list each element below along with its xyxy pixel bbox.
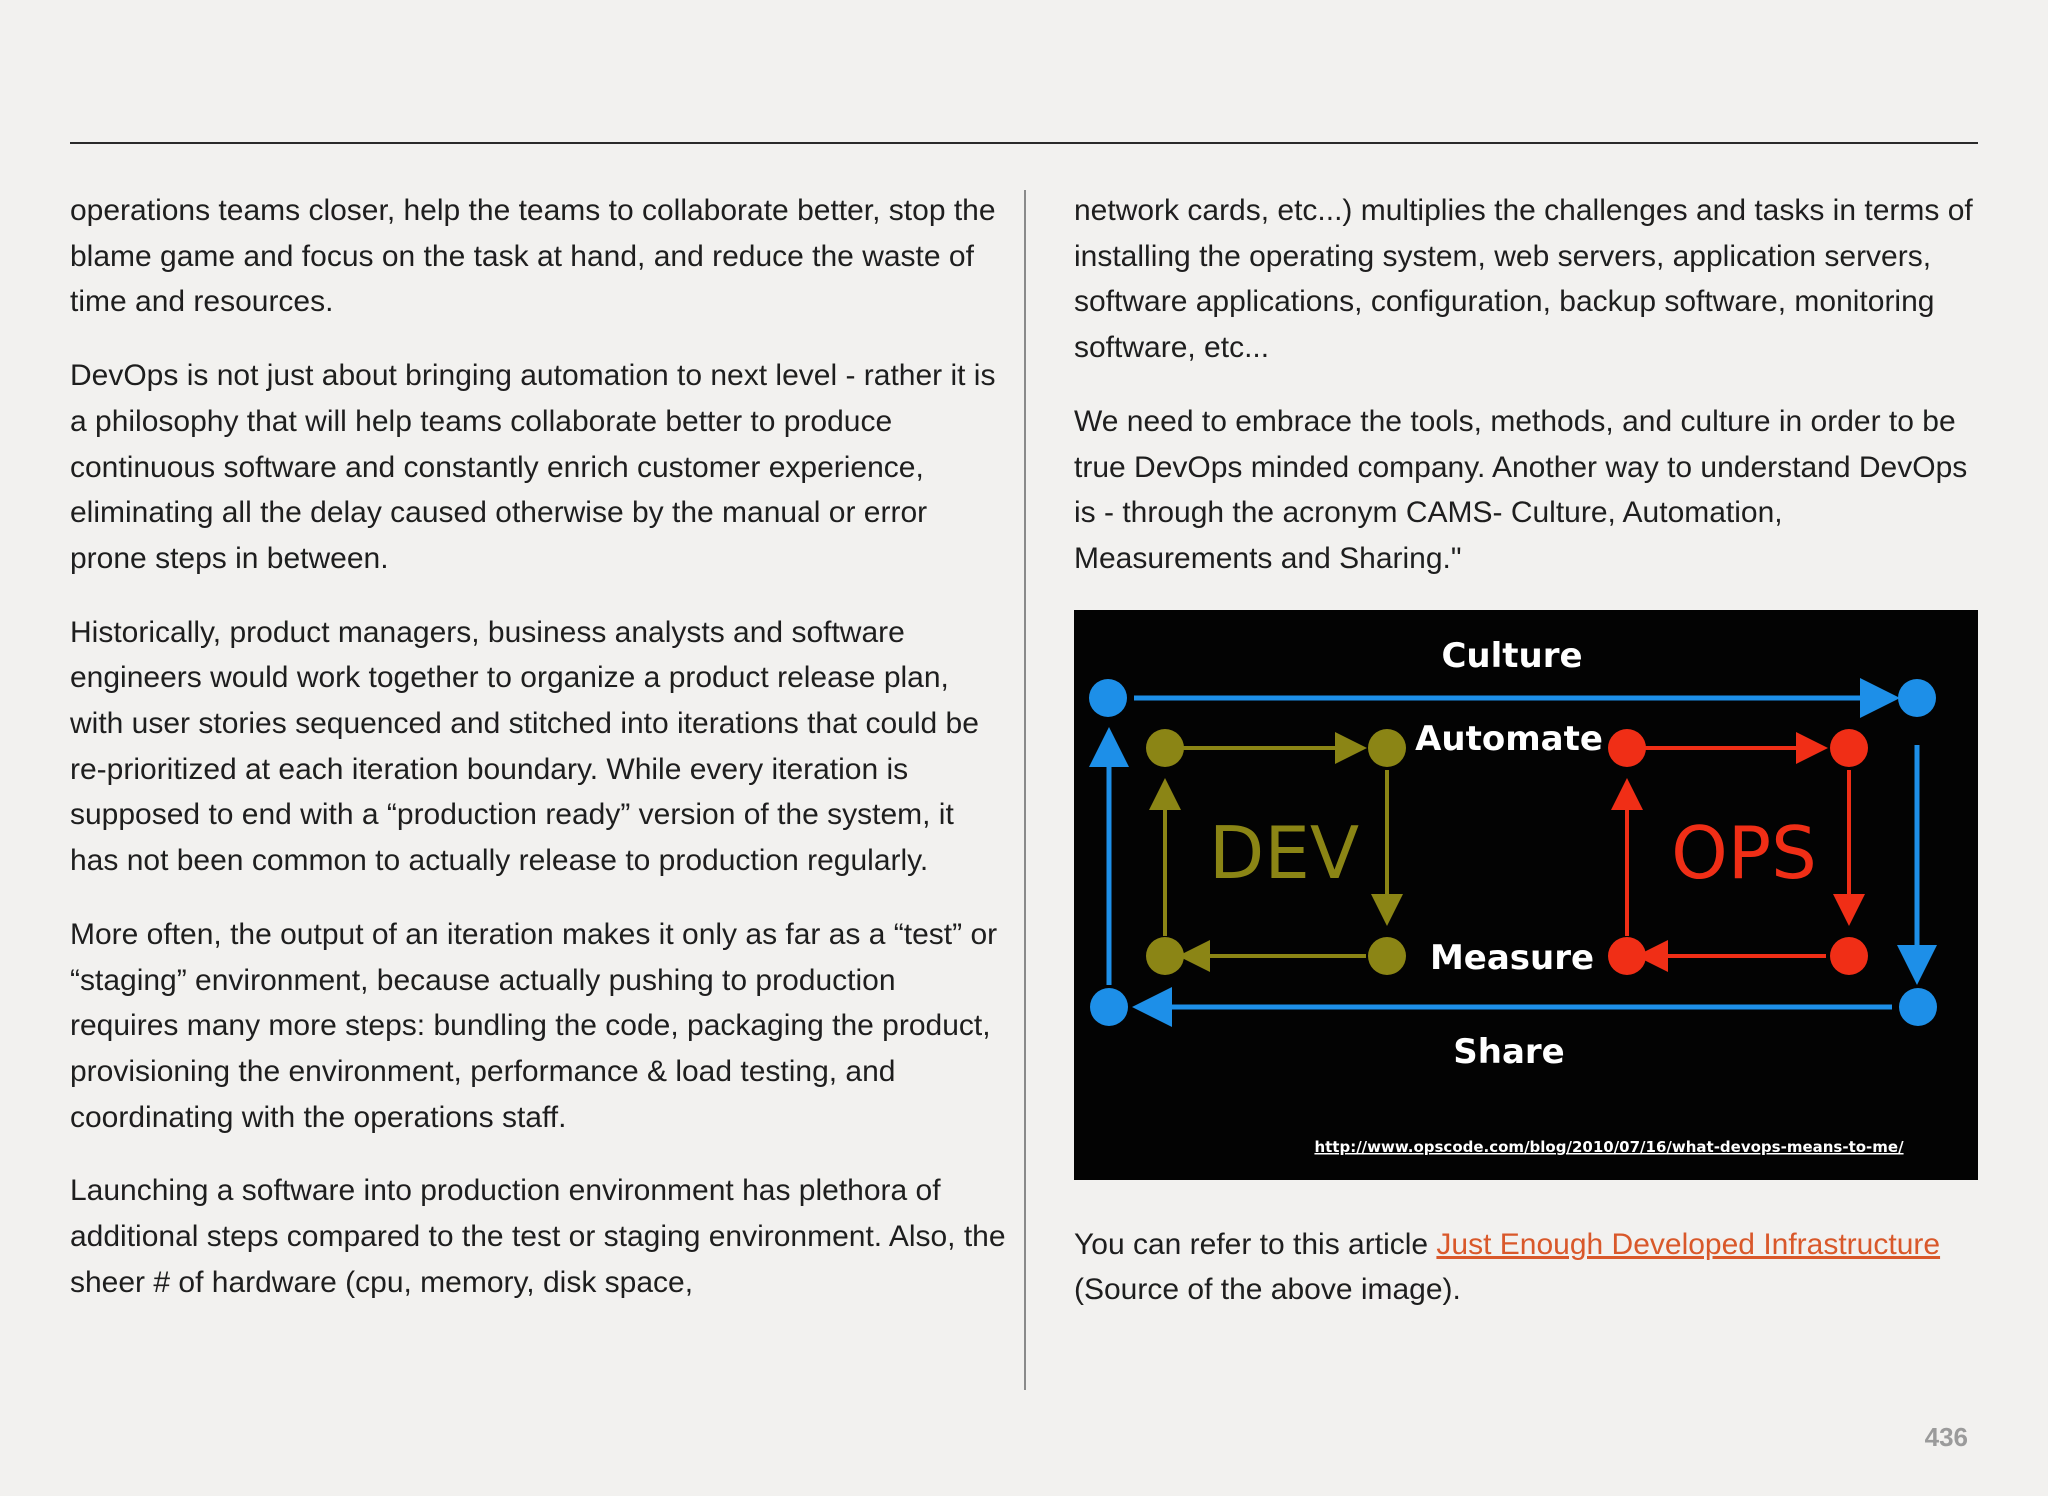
reference-paragraph (1074, 1222, 1980, 1313)
paragraph: operations teams closer, help the teams to collaborate better, stop the blame game and focus on the task at hand, and reduce the waste of time and resources. (70, 194, 996, 319)
paragraph: More often, the output of an iteration makes it only as far as a “test” or “staging” environment, because actually pushing to production requires many more steps: bundling the code, packaging the product, provisioning the environment, performance & load testing, and coordinating with the operations staff. (70, 917, 998, 1134)
page-number: 436 (1924, 1422, 1968, 1452)
column-divider (1024, 190, 1026, 1390)
node-dot (1368, 937, 1406, 975)
left-column (70, 188, 1010, 1333)
article-link[interactable]: Just Enough Developed Infrastructure (1436, 1227, 1941, 1261)
node-dot (1830, 729, 1868, 767)
dev-label: DEV (1208, 810, 1360, 895)
node-dot (1830, 937, 1868, 975)
node-dot (1899, 988, 1937, 1026)
source-url: http://www.opscode.com/blog/2010/07/16/what-devops-means-to-me/ (1314, 1137, 1904, 1156)
node-dot (1608, 937, 1646, 975)
cams-devops-diagram (1074, 610, 1978, 1180)
node-dot (1146, 729, 1184, 767)
header-rule (70, 142, 1978, 144)
culture-label: Culture (1441, 635, 1583, 676)
reference-suffix: (Source of the above image). (1074, 1273, 1461, 1307)
node-dot (1898, 679, 1936, 717)
measure-label: Measure (1429, 937, 1595, 978)
node-dot (1089, 679, 1127, 717)
paragraph: Historically, product managers, business analysts and software engineers would work together to organize a product release plan, with user stories sequenced and stitched into iterations that could be re-prioritized at each iteration boundary. While every iteration is supposed to end with a “production ready” version of the system, it has not been common to actually release to production regularly. (70, 615, 979, 878)
ops-label: OPS (1671, 810, 1817, 895)
right-column (1074, 188, 1980, 1341)
share-label: Share (1453, 1031, 1565, 1072)
automate-label: Automate (1415, 718, 1603, 759)
node-dot (1608, 729, 1646, 767)
reference-prefix: You can refer to this article (1074, 1227, 1437, 1261)
paragraph: We need to embrace the tools, methods, and culture in order to be true DevOps minded company. Another way to understand DevOps is - through the acronym CAMS- Culture, Automation, Measurements and Sharing." (1074, 404, 1968, 575)
paragraph: Launching a software into production environment has plethora of additional steps compared to the test or staging environment. Also, the sheer # of hardware (cpu, memory, disk space, (70, 1174, 1006, 1299)
node-dot (1368, 729, 1406, 767)
node-dot (1146, 937, 1184, 975)
node-dot (1090, 988, 1128, 1026)
paragraph: network cards, etc...) multiplies the challenges and tasks in terms of installing the operating system, web servers, application servers, software applications, configuration, backup software, monitoring software, etc... (1074, 194, 1973, 365)
cams-diagram-svg (1074, 610, 1978, 1180)
paragraph: DevOps is not just about bringing automation to next level - rather it is a philosophy that will help teams collaborate better to produce continuous software and constantly enrich customer experience, eliminating all the delay caused otherwise by the manual or error prone steps in between. (70, 359, 996, 575)
